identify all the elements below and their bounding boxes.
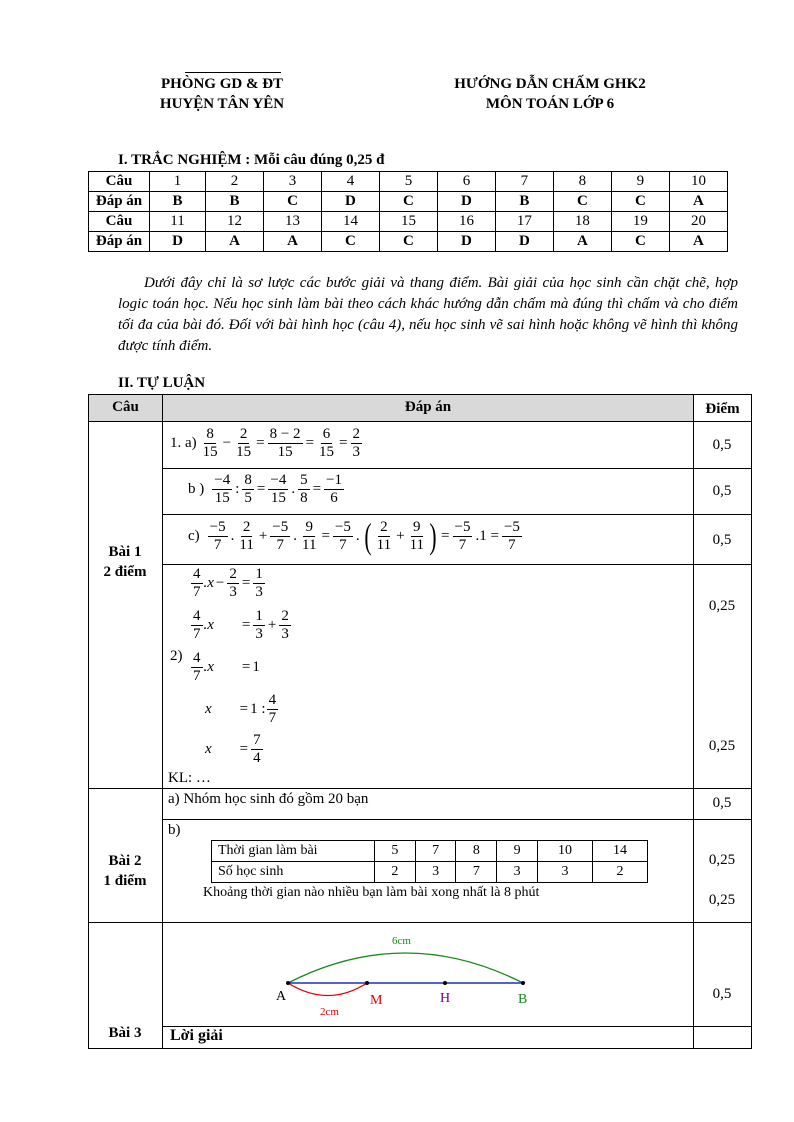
col-header-diem: Điểm: [693, 394, 752, 422]
loi-giai: Lời giải: [170, 1027, 223, 1044]
score-bai2-a: 0,5: [712, 795, 732, 811]
q-cell: 11: [150, 212, 206, 232]
point-b: [521, 981, 525, 985]
row-label: Đáp án: [89, 192, 150, 212]
score-1b: 0,5: [712, 483, 732, 499]
eq-1c-prefix: c): [188, 527, 200, 544]
a-cell: C: [379, 192, 437, 212]
a-cell: A: [206, 232, 264, 252]
col-divider-left: [162, 421, 163, 1049]
header-right: [420, 74, 680, 114]
count-cell: 3: [537, 862, 592, 883]
row-divider: [162, 514, 752, 515]
row-divider: [162, 564, 752, 565]
count-cell: 2: [592, 862, 647, 883]
q-cell: 20: [669, 212, 727, 232]
q-cell: 15: [379, 212, 437, 232]
a-cell: A: [669, 192, 727, 212]
grading-note: Dưới đây chỉ là sơ lược các bước giải và thang điểm. Bài giải của học sinh cần chặt chẽ, hợp logic toán học. Nếu học sinh làm bài theo cách khác hướng dẫn chấm mà đúng thì chấm và cho điểm tối đa của bài đó. Đối với bài hình học (câu 4), nếu học sinh vẽ sai hình hoặc không vẽ hình thì không được tính điểm.: [118, 275, 738, 354]
col-header-cau: Câu: [88, 394, 163, 422]
a-cell: C: [321, 232, 379, 252]
q-cell: 1: [150, 172, 206, 192]
score-bai2-b1: 0,25: [708, 852, 736, 868]
header-left-overline: [185, 72, 281, 73]
q-cell: 17: [495, 212, 553, 232]
eq-2-prefix: 2): [170, 648, 183, 664]
a-cell: B: [150, 192, 206, 212]
bai3-label: Bài 3: [108, 1025, 142, 1041]
eq-1c: c) $\frac{-5}{7}$ . $\frac{2}{11}$ + $\frac{-5}{7}$ . $\frac{9}{11}$ = $\frac{-5}{7}$ . ( $\frac{2}{11}$ + $\frac{9}{11}$ ) = $\frac{-5}{7}$ .1 = $\frac{-5}{7}$: [188, 516, 520, 556]
row-label: Câu: [89, 172, 150, 192]
q-cell: 2: [206, 172, 264, 192]
eq-1b-prefix: b ): [188, 481, 205, 497]
question-row: [89, 172, 728, 192]
row-divider: [162, 468, 752, 469]
answer-table: [88, 171, 728, 252]
bai2-title: Bài 2: [108, 853, 142, 869]
score-2b: 0,25: [708, 738, 736, 754]
label-2cm: 2cm: [320, 1006, 339, 1018]
time-cell: 7: [415, 841, 456, 862]
a-cell: B: [206, 192, 264, 212]
eq-1a-prefix: 1. a): [170, 435, 197, 451]
q-cell: 5: [379, 172, 437, 192]
part1-title: I. TRẮC NGHIỆM : Mỗi câu đúng 0,25 đ: [118, 152, 385, 168]
doc-subject: MÔN TOÁN LỚP 6: [485, 96, 615, 112]
count-row: [212, 862, 648, 883]
answer-row: [89, 232, 728, 252]
count-cell: 2: [375, 862, 416, 883]
eq-2-line5: x = $\frac{7}{4}$: [205, 732, 261, 766]
label-a: A: [276, 989, 287, 1004]
a-cell: C: [611, 192, 669, 212]
label-h: H: [440, 991, 451, 1006]
score-1c: 0,5: [712, 532, 732, 548]
answer-row: [89, 192, 728, 212]
row-divider: [162, 819, 752, 820]
count-cell: 3: [415, 862, 456, 883]
segment-figure: [260, 928, 560, 1020]
time-cell: 9: [497, 841, 538, 862]
q-cell: 13: [264, 212, 322, 232]
doc-title: HƯỚNG DẪN CHẤM GHK2: [454, 76, 646, 92]
q-cell: 12: [206, 212, 264, 232]
district-name: HUYỆN TÂN YÊN: [159, 96, 285, 112]
a-cell: D: [437, 192, 495, 212]
a-cell: A: [669, 232, 727, 252]
question-row: [89, 212, 728, 232]
label-6cm: 6cm: [392, 935, 411, 947]
part2-title: II. TỰ LUẬN: [118, 375, 206, 391]
time-cell: 5: [375, 841, 416, 862]
q-cell: 10: [669, 172, 727, 192]
col-divider-right: [693, 421, 694, 1049]
a-cell: C: [264, 192, 322, 212]
eq-1b: b ) $\frac{-4}{15}$ : $\frac{8}{5}$ = $\frac{-4}{15}$ . $\frac{5}{8}$ = $\frac{-1}{6}$: [188, 472, 343, 506]
q-cell: 8: [553, 172, 611, 192]
time-cell: 14: [592, 841, 647, 862]
bai1-points: 2 điểm: [103, 564, 147, 580]
arc-6cm: [288, 953, 523, 983]
time-cell: 10: [537, 841, 592, 862]
a-cell: D: [321, 192, 379, 212]
count-cell: 3: [497, 862, 538, 883]
a-cell: C: [379, 232, 437, 252]
a-cell: A: [553, 232, 611, 252]
dept-name: PHÒNG GD & ĐT: [160, 76, 284, 92]
count-cell: 7: [456, 862, 497, 883]
point-h: [443, 981, 447, 985]
row-label: Câu: [89, 212, 150, 232]
bai2-points: 1 điểm: [103, 873, 147, 889]
q-cell: 7: [495, 172, 553, 192]
time-row: [212, 841, 648, 862]
q-cell: 19: [611, 212, 669, 232]
eq-2-line1: $\frac{4}{7}$ .x − $\frac{2}{3}$ = $\frac{1}{3}$: [193, 566, 263, 600]
a-cell: B: [495, 192, 553, 212]
bai2-a: a) Nhóm học sinh đó gồm 20 bạn: [168, 791, 369, 807]
a-cell: C: [611, 232, 669, 252]
bai2-b-prefix: b): [168, 822, 181, 838]
row-divider: [88, 922, 752, 923]
eq-2-line2: $\frac{4}{7}$ .x = $\frac{1}{3}$ + $\frac{2}{3}$: [193, 608, 289, 642]
bai1-label: [88, 542, 162, 582]
score-bai3: 0,5: [712, 986, 732, 1002]
count-label: Số học sinh: [212, 862, 375, 883]
q-cell: 4: [321, 172, 379, 192]
bai2-conclusion: Khoảng thời gian nào nhiều bạn làm bài xong nhất là 8 phút: [203, 885, 540, 900]
q-cell: 9: [611, 172, 669, 192]
row-divider: [162, 1026, 752, 1027]
eq-1a: 1. a) $\frac{8}{15}$ − $\frac{2}{15}$ = $\frac{8 - 2}{15}$ = $\frac{6}{15}$ = $\frac{2}{3}$: [170, 426, 360, 460]
row-label: Đáp án: [89, 232, 150, 252]
time-label: Thời gian làm bài: [212, 841, 375, 862]
header-left: [122, 74, 322, 114]
q-cell: 16: [437, 212, 495, 232]
q-cell: 6: [437, 172, 495, 192]
conclusion: KL: …: [168, 770, 211, 786]
a-cell: D: [495, 232, 553, 252]
point-m: [365, 981, 369, 985]
point-a: [286, 981, 290, 985]
bai1-title: Bài 1: [108, 544, 142, 560]
a-cell: C: [553, 192, 611, 212]
frequency-table: [211, 840, 648, 883]
row-divider: [88, 788, 752, 789]
q-cell: 14: [321, 212, 379, 232]
score-bai2-b2: 0,25: [708, 892, 736, 908]
a-cell: A: [264, 232, 322, 252]
arc-2cm: [288, 983, 367, 996]
eq-2-line4: x = 1 : $\frac{4}{7}$: [205, 692, 277, 726]
q-cell: 3: [264, 172, 322, 192]
label-m: M: [370, 993, 383, 1008]
score-1a: 0,5: [712, 437, 732, 453]
a-cell: D: [437, 232, 495, 252]
col-header-dapan: Đáp án: [162, 394, 694, 422]
label-b: B: [518, 992, 528, 1007]
a-cell: D: [150, 232, 206, 252]
q-cell: 18: [553, 212, 611, 232]
time-cell: 8: [456, 841, 497, 862]
bai2-label: [88, 851, 162, 891]
eq-2-line3: $\frac{4}{7}$ .x = 1: [193, 650, 260, 684]
score-2a: 0,25: [708, 598, 736, 614]
